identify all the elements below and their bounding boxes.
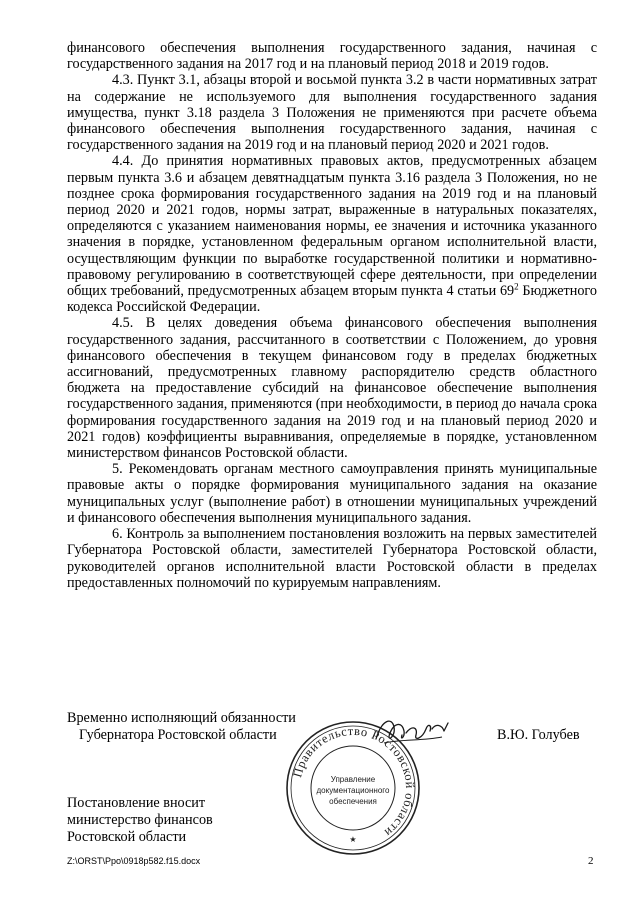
document-body: [67, 40, 597, 591]
paragraph-4-4-text: 4.4. До принятия нормативных правовых актов, предусмотренных абзацем первым пункта 3.6 и абзацем девятнадцатым пункта 3.16 раздела 3 Положения, но не позднее срока формирования государственного задания на 2019 год и на плановый период 2020 и 2021 годов, нормы затрат, выраженные в натуральных показателях, определяются с указанием наименования нормы, ее значения и источника указанного значения в порядке, установленном федеральным органом исполнительной власти, осуществляющим функции по выработке государственной политики и нормативно-правовому регулированию в соответствующей сфере деятельности, при определении общих требований, предусмотренных абзацем вторым пункта 4 статьи 69: [67, 153, 597, 300]
paragraph-4-4: [67, 153, 597, 315]
paragraph-5: 5. Рекомендовать органам местного самоуправления принять муниципальные правовые акты о порядке формирования муниципального задания на оказание муниципальных услуг (выполнение работ) в отношении муниципальных учреждений и финансового обеспечения выполнения муниципального задания.: [67, 461, 597, 526]
submitter-note: [67, 795, 213, 846]
submitter-line2: министерство финансов: [67, 812, 213, 828]
page-number: 2: [588, 855, 594, 867]
paragraph-4-4-tail: Бюджетного кодекса Российской Федерации.: [67, 283, 597, 316]
signatory-name: В.Ю. Голубев: [497, 727, 580, 743]
signatory-position: [67, 710, 296, 744]
submitter-line3: Ростовской области: [67, 829, 187, 845]
seal-center-line3: обеспечения: [329, 797, 377, 806]
seal-center-line2: документационного: [316, 786, 390, 795]
seal-ring-text: Правительство Ростовской области: [290, 723, 418, 841]
signatory-position-line1: Временно исполняющий обязанности: [67, 710, 296, 726]
submitter-line1: Постановление вносит: [67, 795, 206, 811]
paragraph-continuation: финансового обеспечения выполнения государственного задания, начиная с государственного задания на 2017 год и на плановый период 2018 и 2019 годов.: [67, 40, 597, 73]
paragraph-4-3: 4.3. Пункт 3.1, абзацы второй и восьмой пункта 3.2 в части нормативных затрат на содержание не используемого для выполнения государственного задания имущества, пункт 3.18 раздела 3 Положения не применяются при расчете объема финансового обеспечения выполнения государственного задания, начиная с государственного задания на 2019 год и на плановый период 2020 и 2021 годов.: [67, 72, 597, 154]
file-path: Z:\ORST\Ppo\0918p582.f15.docx: [67, 856, 201, 866]
signatory-position-line2: Губернатора Ростовской области: [79, 727, 277, 743]
superscript: 2: [514, 281, 519, 292]
seal-star-icon: ★: [349, 835, 357, 844]
handwritten-signature: [372, 713, 452, 749]
seal-center-line1: Управление: [330, 775, 376, 784]
paragraph-4-5: 4.5. В целях доведения объема финансового обеспечения выполнения государственного задания, рассчитанного в соответствии с Положением, до уровня финансового обеспечения в текущем финансовом году в пределах бюджетных ассигнований, предусмотренных главному распорядителю средств областного бюджета на предоставление субсидий на финансовое обеспечение выполнения государственного задания, применяются (при необходимости, в период до начала срока формирования государственного задания на 2019 год и на плановый период 2020 и 2021 годов) коэффициенты выравнивания, определяемые в порядке, установленном министерством финансов Ростовской области.: [67, 315, 597, 462]
paragraph-6: 6. Контроль за выполнением постановления возложить на первых заместителей Губернатора Ростовской области, заместителей Губернатора Ростовской области, руководителей органов исполнительной власти Ростовской области в пределах предоставленных полномочий по курируемым направлениям.: [67, 526, 597, 591]
